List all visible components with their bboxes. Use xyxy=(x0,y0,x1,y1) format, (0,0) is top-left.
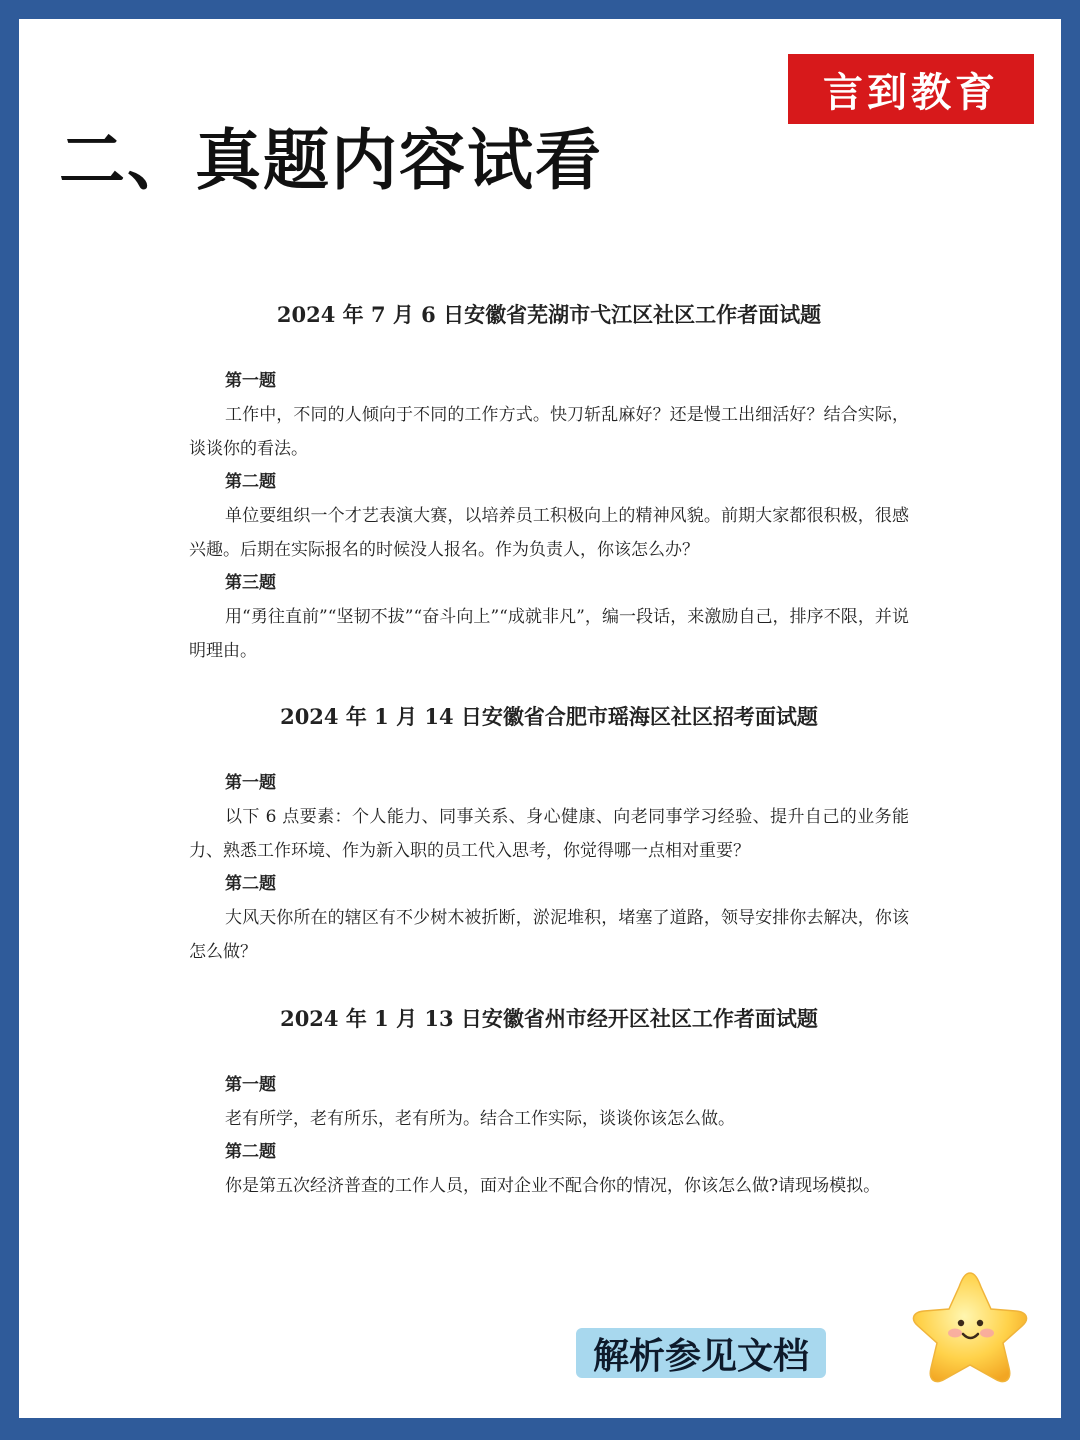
document-page xyxy=(19,19,1061,1418)
question-label: 第一题 xyxy=(225,1075,276,1095)
question-label: 第二题 xyxy=(225,874,276,894)
question-text: 老有所学，老有所乐，老有所为。结合工作实际，谈谈你该怎么做。 xyxy=(225,1109,735,1129)
question-text: 大风天你所在的辖区有不少树木被折断，淤泥堆积，堵塞了道路，领导安排你去解决，你该怎么做？ xyxy=(189,908,909,962)
question-text: 以下 6 点要素：个人能力、同事关系、身心健康、向老同事学习经验、提升自己的业务能力、熟悉工作环境、作为新入职的员工代入思考，你觉得哪一点相对重要？ xyxy=(189,807,909,861)
page-title: 二、真题内容试看 xyxy=(59,122,603,199)
question-label: 第三题 xyxy=(225,573,276,593)
question-text: 用“勇往直前”“坚韧不拔”“奋斗向上”“成就非凡”，编一段话，来激励自己，排序不限，并说明理由。 xyxy=(189,607,909,661)
question-text: 单位要组织一个才艺表演大赛，以培养员工积极向上的精神风貌。前期大家都很积极，很感兴趣。后期在实际报名的时候没人报名。作为负责人，你该怎么办？ xyxy=(189,506,909,560)
question-text: 你是第五次经济普查的工作人员，面对企业不配合你的情况，你该怎么做?请现场模拟。 xyxy=(225,1176,881,1196)
question-label: 第一题 xyxy=(225,371,276,391)
exam-section-2 xyxy=(189,701,909,969)
question-label: 第二题 xyxy=(225,472,276,492)
section-title: 2024 年 1 月 14 日安徽省合肥市瑶海区社区招考面试题 xyxy=(280,704,818,729)
analysis-note-badge: 解析参见文档 xyxy=(576,1328,826,1378)
exam-section-3 xyxy=(189,1003,909,1203)
question-text: 工作中，不同的人倾向于不同的工作方式。快刀斩乱麻好？还是慢工出细活好？结合实际，谈谈你的看法。 xyxy=(189,405,909,459)
section-title: 2024 年 1 月 13 日安徽省州市经开区社区工作者面试题 xyxy=(280,1006,818,1031)
question-label: 第二题 xyxy=(225,1142,276,1162)
smiling-star-icon xyxy=(903,1267,1037,1397)
section-title: 2024 年 7 月 6 日安徽省芜湖市弋江区社区工作者面试题 xyxy=(276,302,822,327)
question-label: 第一题 xyxy=(225,773,276,793)
brand-logo: 言到教育 xyxy=(788,54,1034,124)
exam-section-1 xyxy=(189,299,909,668)
